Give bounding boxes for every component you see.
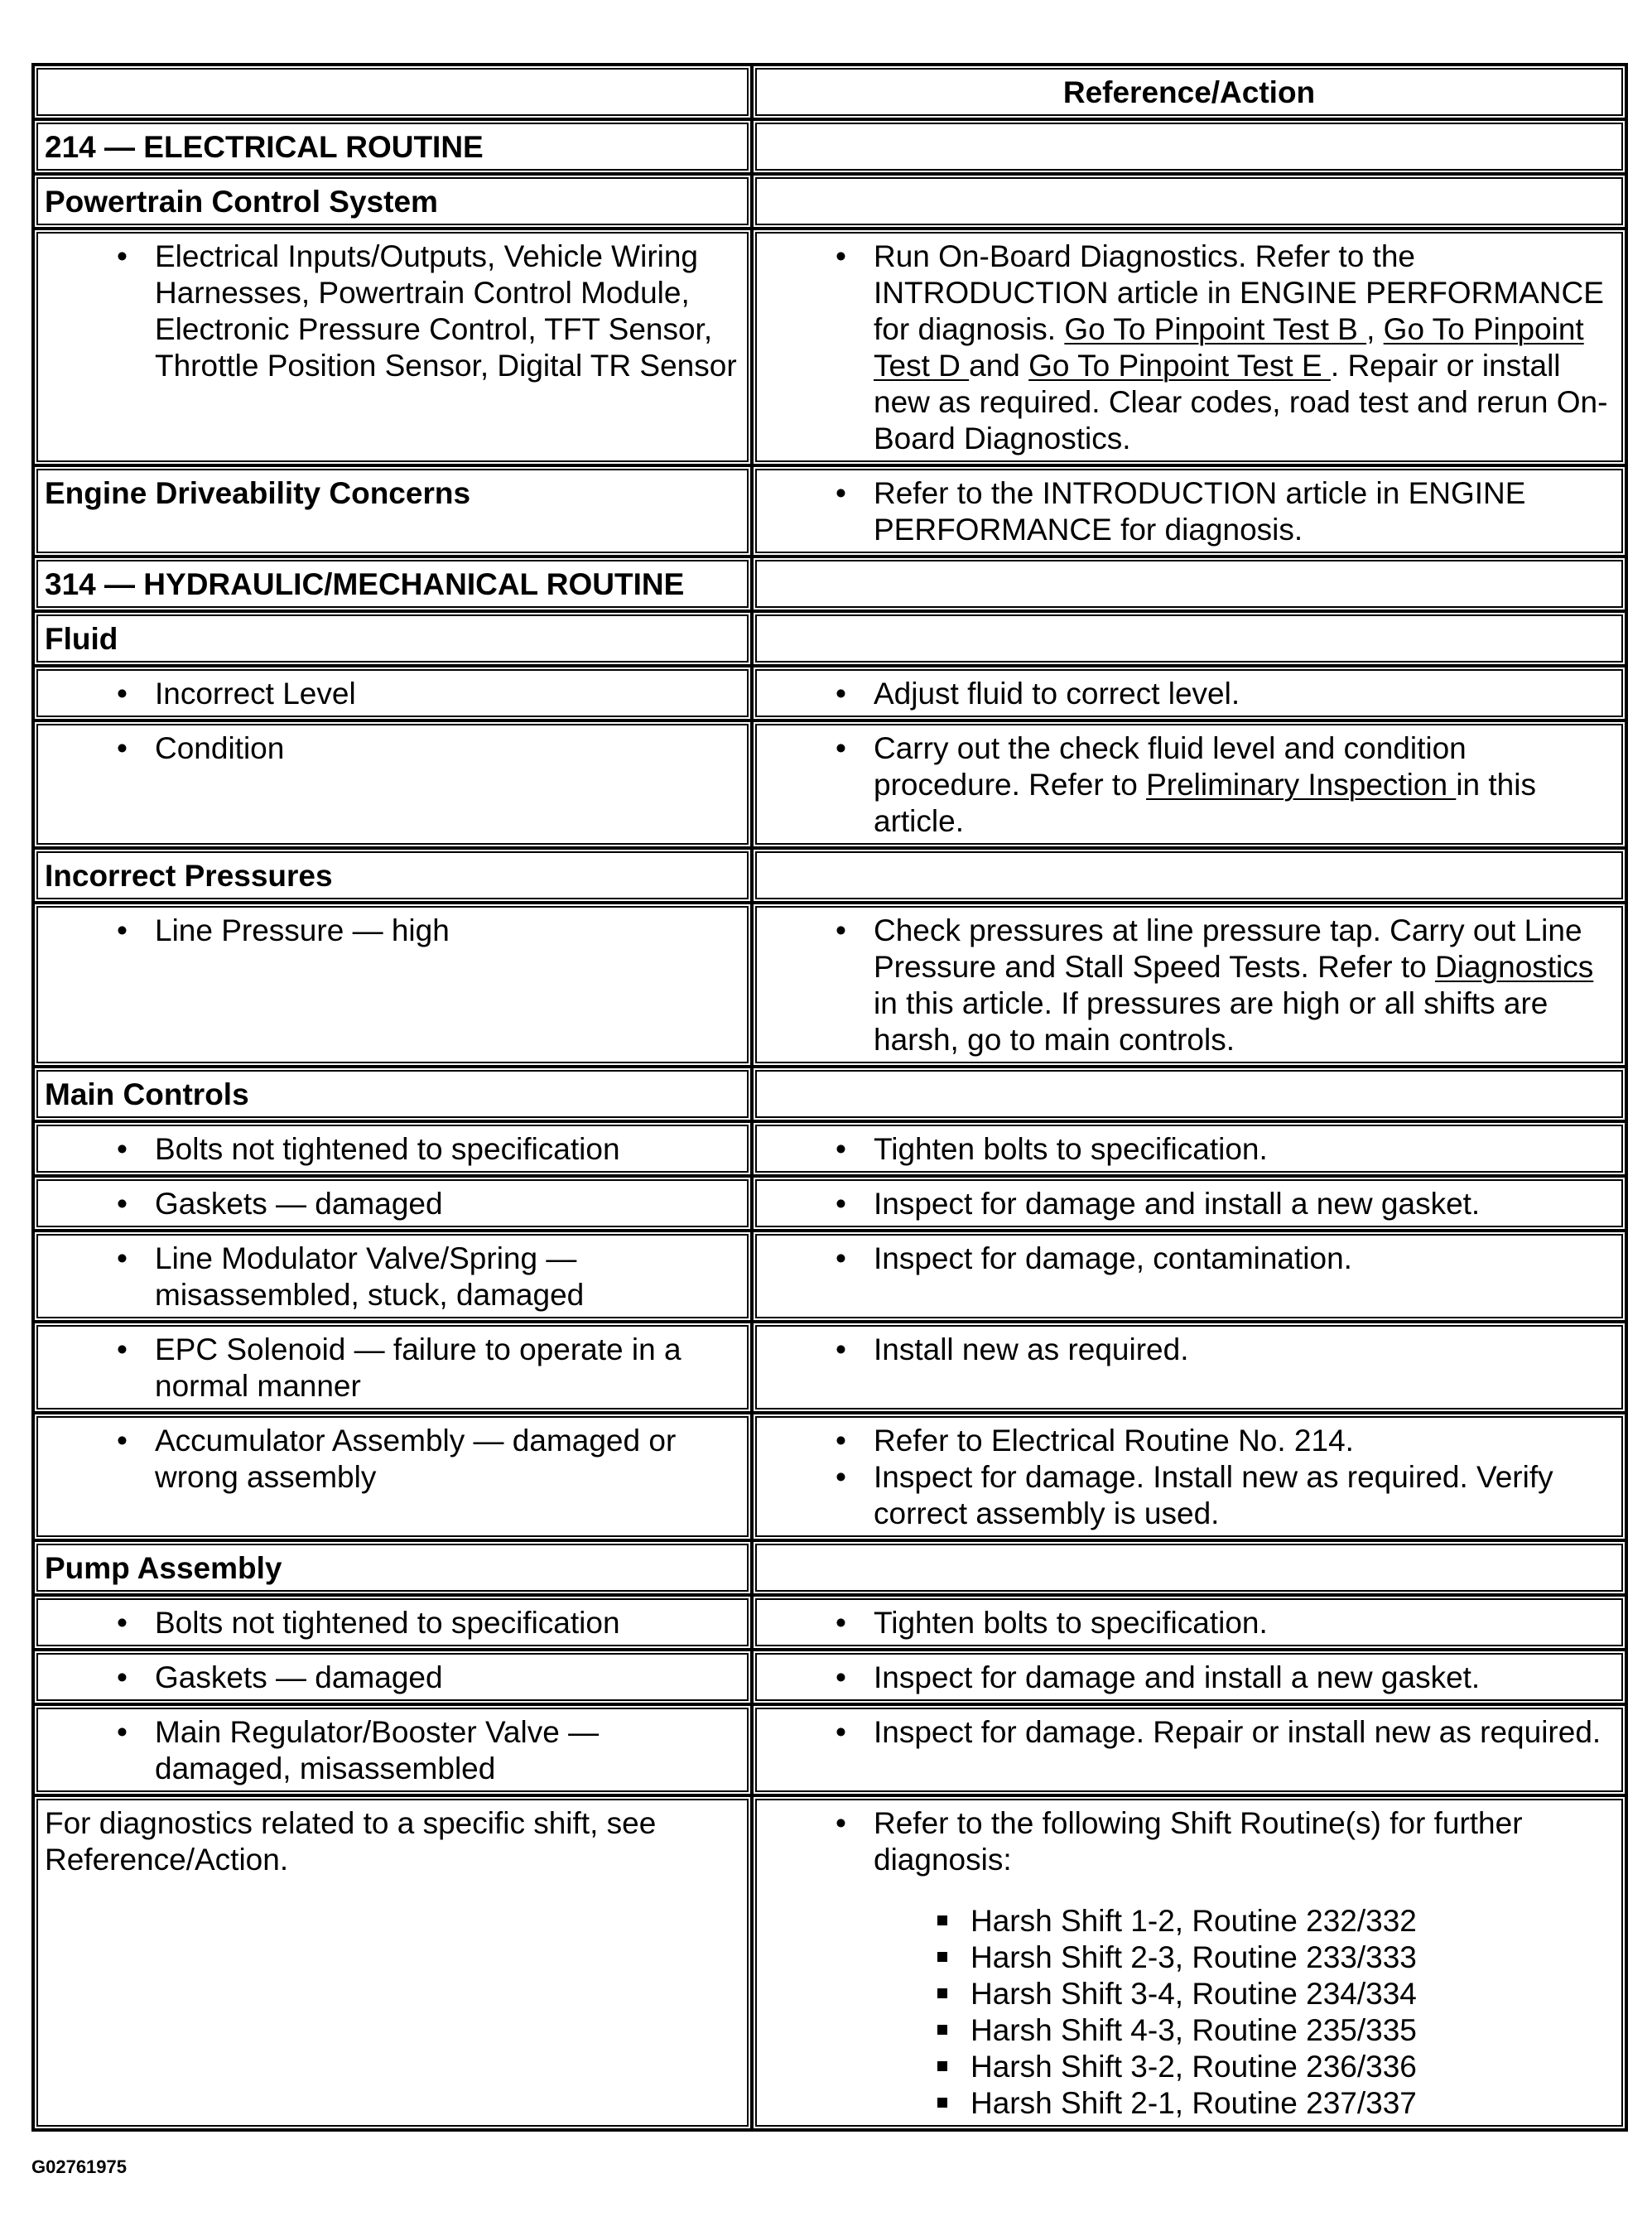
table-header-row (33, 65, 1626, 119)
empty-cell (752, 557, 1626, 611)
condition-cell (33, 1121, 752, 1176)
shift-routine-item: Harsh Shift 3-4, Routine 234/334 (970, 1976, 1615, 2012)
group-row-fluid (33, 611, 1626, 666)
group-row-pa (33, 1540, 1626, 1595)
action-text: in this article. If pressures are high or all shifts are harsh, go to main controls. (874, 986, 1548, 1057)
action-cell (752, 1413, 1626, 1540)
table-row (33, 1704, 1626, 1795)
shift-routine-list (763, 1903, 1615, 2122)
condition-cell (33, 1413, 752, 1540)
list-item: • Electrical Inputs/Outputs, Vehicle Wiring Harnesses, Powertrain Control Module, Electronic Pressure Control, TFT Sensor, Throttle Position Sensor, Digital TR Sensor (155, 239, 740, 384)
list-item: • Line Modulator Valve/Spring — misassembled, stuck, damaged (155, 1241, 740, 1313)
group-row-mc (33, 1067, 1626, 1121)
table-row (33, 1650, 1626, 1704)
table-row (33, 1322, 1626, 1413)
action-text: , (1366, 312, 1384, 346)
list-item: • Inspect for damage, contamination. (874, 1241, 1615, 1277)
list-item: • Inspect for damage and install a new gasket. (874, 1660, 1615, 1696)
shift-routine-item: Harsh Shift 2-1, Routine 237/337 (970, 2085, 1615, 2122)
group-title-edc: Engine Driveability Concerns (33, 465, 752, 557)
list-item: • EPC Solenoid — failure to operate in a normal manner (155, 1332, 740, 1405)
list-item: • Line Pressure — high (155, 913, 740, 949)
section-title-214: 214 — ELECTRICAL ROUTINE (33, 119, 752, 174)
list-item: • Inspect for damage. Install new as required. Verify correct assembly is used. (874, 1459, 1615, 1532)
link-pinpoint-test-e[interactable]: Go To Pinpoint Test E (1028, 349, 1331, 383)
empty-cell (752, 611, 1626, 666)
list-item: • Install new as required. (874, 1332, 1615, 1368)
action-cell (752, 1322, 1626, 1413)
action-cell (752, 666, 1626, 720)
action-cell (752, 903, 1626, 1067)
table-row (33, 1595, 1626, 1650)
action-cell (752, 1121, 1626, 1176)
list-item: • Accumulator Assembly — damaged or wrong assembly (155, 1423, 740, 1496)
header-left (33, 65, 752, 119)
action-text: . Repair or install new as required. Clear codes, road test and rerun On-Board Diagnostics. (874, 349, 1608, 455)
section-row-314 (33, 557, 1626, 611)
table-row (33, 229, 1626, 465)
action-text: Check pressures at line pressure tap. Carry out Line Pressure and Stall Speed Tests. Refer to (874, 913, 1582, 984)
action-cell (752, 229, 1626, 465)
group-title-incorrect-pressures: Incorrect Pressures (33, 848, 752, 903)
action-text: in this article. (874, 768, 1536, 838)
empty-cell (752, 1067, 1626, 1121)
action-text: Carry out the check fluid level and condition procedure. Refer to (874, 731, 1467, 802)
condition-cell (33, 666, 752, 720)
group-row-edc (33, 465, 1626, 557)
figure-id: G02761975 (31, 2156, 127, 2177)
action-cell (752, 720, 1626, 848)
list-item: • Gaskets — damaged (155, 1186, 740, 1222)
table-row (33, 666, 1626, 720)
list-item: • Gaskets — damaged (155, 1660, 740, 1696)
list-item (874, 730, 1615, 840)
list-item (874, 239, 1615, 457)
action-cell (752, 465, 1626, 557)
condition-cell (33, 1231, 752, 1322)
condition-cell (33, 1176, 752, 1231)
action-cell (752, 1704, 1626, 1795)
condition-cell (33, 1704, 752, 1795)
group-title-pump-assembly: Pump Assembly (33, 1540, 752, 1595)
group-title-fluid: Fluid (33, 611, 752, 666)
table-row (33, 720, 1626, 848)
list-item: • Inspect for damage. Repair or install new as required. (874, 1714, 1615, 1751)
list-item: • Bolts not tightened to specification (155, 1131, 740, 1168)
link-pinpoint-test-d[interactable]: Go To Pinpoint Test D (874, 312, 1584, 383)
shift-note: For diagnostics related to a specific shift, see Reference/Action. (33, 1795, 752, 2130)
list-item: • Inspect for damage and install a new gasket. (874, 1186, 1615, 1222)
shift-routine-item: Harsh Shift 4-3, Routine 235/335 (970, 2012, 1615, 2049)
shift-routine-item: Harsh Shift 2-3, Routine 233/333 (970, 1939, 1615, 1976)
shift-routine-item: Harsh Shift 1-2, Routine 232/332 (970, 1903, 1615, 1939)
condition-cell (33, 229, 752, 465)
link-preliminary-inspection[interactable]: Preliminary Inspection (1146, 768, 1457, 802)
group-title-main-controls: Main Controls (33, 1067, 752, 1121)
list-item: • Tighten bolts to specification. (874, 1131, 1615, 1168)
action-cell (752, 1176, 1626, 1231)
section-row-214 (33, 119, 1626, 174)
list-item: • Adjust fluid to correct level. (874, 676, 1615, 712)
section-title-314: 314 — HYDRAULIC/MECHANICAL ROUTINE (33, 557, 752, 611)
table-row (33, 1121, 1626, 1176)
shift-routine-item: Harsh Shift 3-2, Routine 236/336 (970, 2049, 1615, 2085)
list-item: • Refer to Electrical Routine No. 214. (874, 1423, 1615, 1459)
group-row-ip (33, 848, 1626, 903)
empty-cell (752, 119, 1626, 174)
list-item: • Incorrect Level (155, 676, 740, 712)
action-cell (752, 1650, 1626, 1704)
action-cell (752, 1595, 1626, 1650)
table-row (33, 1413, 1626, 1540)
diagnostic-table (31, 63, 1628, 2132)
table-row (33, 1176, 1626, 1231)
empty-cell (752, 848, 1626, 903)
condition-cell (33, 720, 752, 848)
list-item: • Refer to the INTRODUCTION article in ENGINE PERFORMANCE for diagnosis. (874, 475, 1615, 548)
group-title-pcs: Powertrain Control System (33, 174, 752, 229)
condition-cell (33, 1650, 752, 1704)
action-cell (752, 1231, 1626, 1322)
table-row (33, 903, 1626, 1067)
empty-cell (752, 1540, 1626, 1595)
list-item: • Main Regulator/Booster Valve — damaged, misassembled (155, 1714, 740, 1787)
action-cell (752, 1795, 1626, 2130)
condition-cell (33, 1595, 752, 1650)
table-row (33, 1231, 1626, 1322)
header-reference-action: Reference/Action (752, 65, 1626, 119)
empty-cell (752, 174, 1626, 229)
group-row-pcs (33, 174, 1626, 229)
action-text: Run On-Board Diagnostics. Refer to the INTRODUCTION article in ENGINE PERFORMANCE for diagnosis. (874, 239, 1604, 346)
condition-cell (33, 903, 752, 1067)
action-text: and (969, 349, 1029, 383)
list-item (874, 913, 1615, 1058)
list-item: • Tighten bolts to specification. (874, 1605, 1615, 1641)
condition-cell (33, 1322, 752, 1413)
link-pinpoint-test-b[interactable]: Go To Pinpoint Test B (1064, 312, 1367, 346)
list-item: • Condition (155, 730, 740, 767)
list-item: • Bolts not tightened to specification (155, 1605, 740, 1641)
table-row-shift (33, 1795, 1626, 2130)
link-diagnostics[interactable]: Diagnostics (1435, 950, 1594, 984)
list-item: • Refer to the following Shift Routine(s) for further diagnosis: (874, 1805, 1615, 1878)
